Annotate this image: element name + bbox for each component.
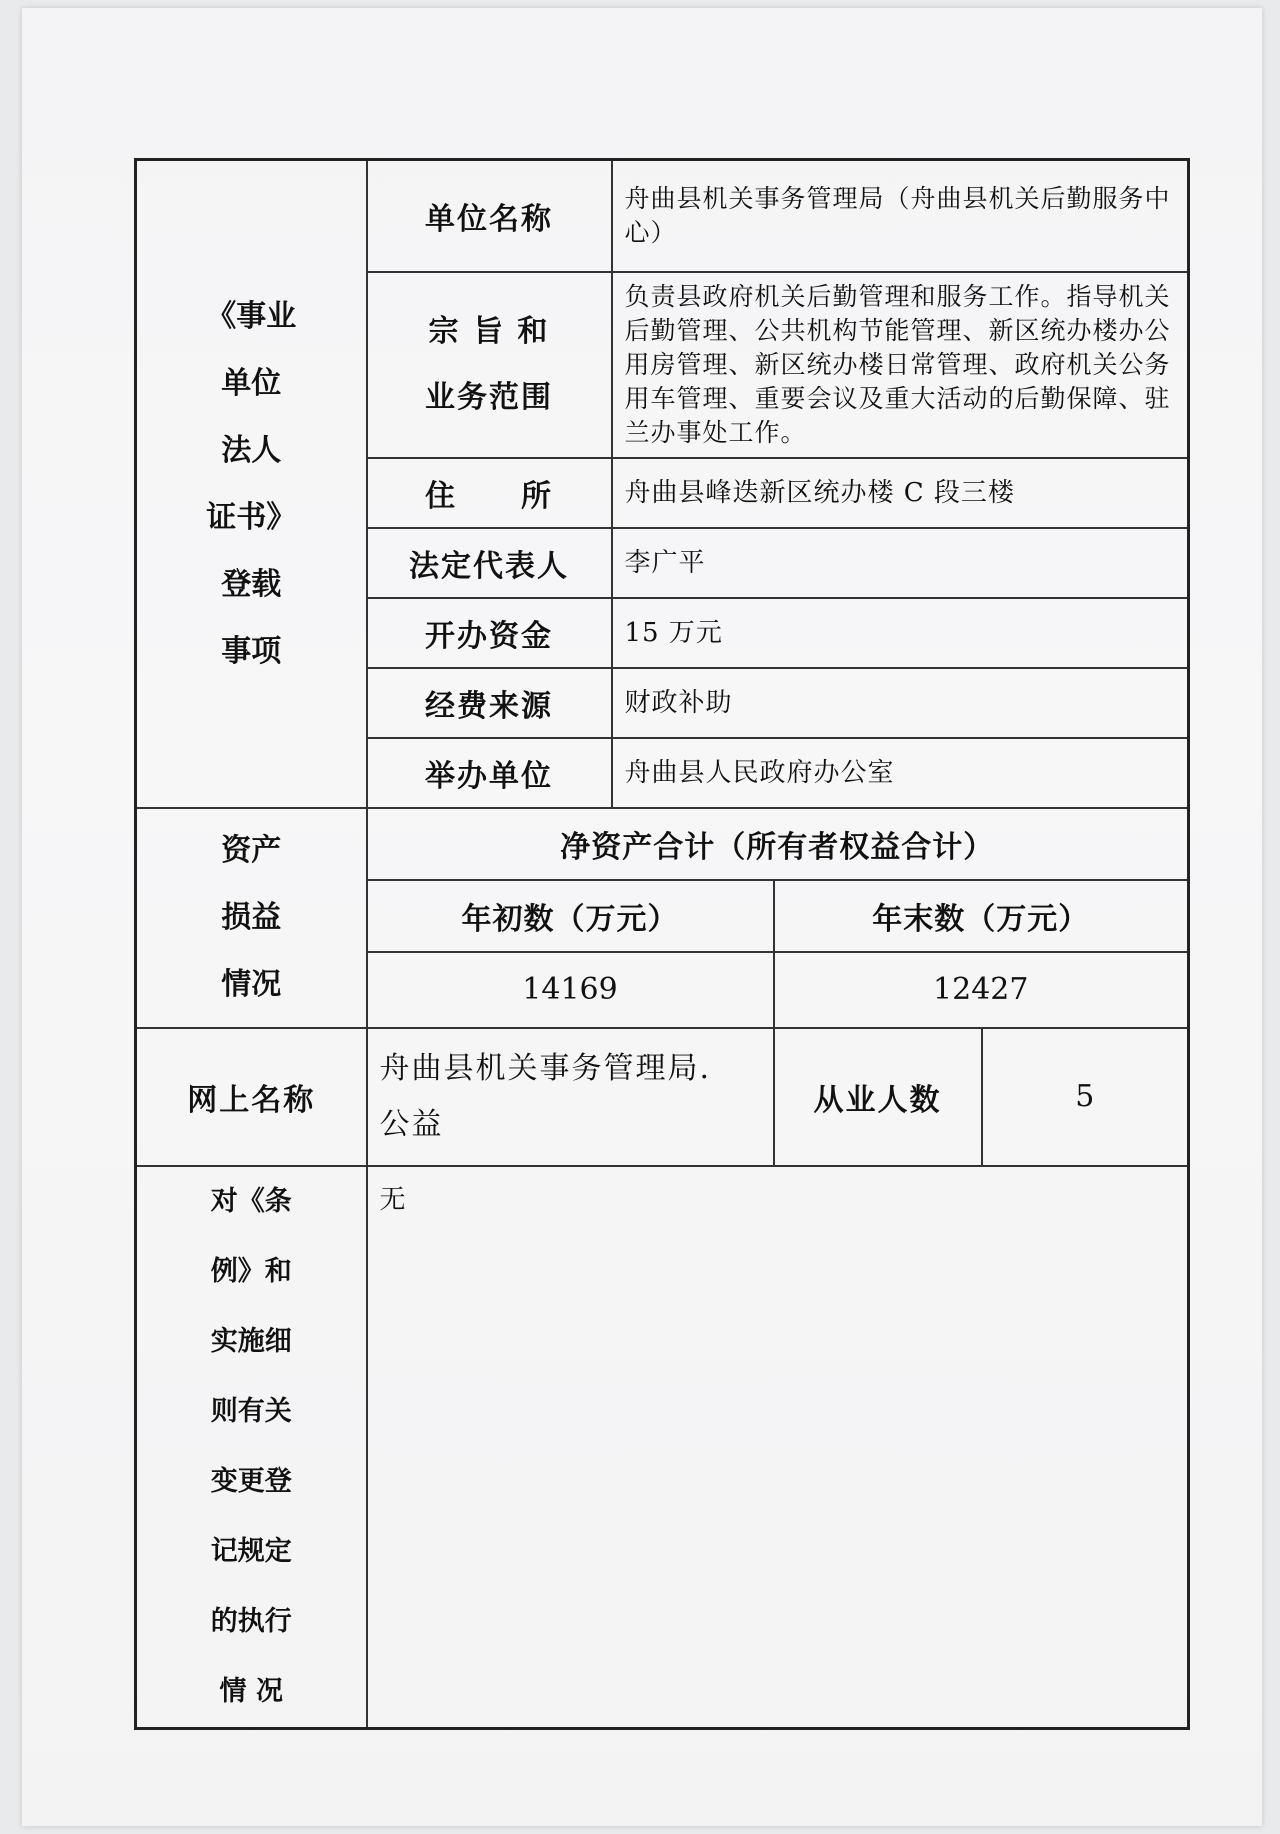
net-assets-header: 净资产合计（所有者权益合计）	[367, 808, 1189, 880]
category-certificate-items	[136, 160, 367, 808]
category-line: 对《条	[210, 1185, 292, 1217]
category-line: 记规定	[210, 1535, 292, 1567]
compliance-value: 无	[367, 1166, 1189, 1729]
end-year-value: 12427	[774, 952, 1189, 1028]
category-line: 事项	[221, 633, 282, 669]
begin-year-value: 14169	[367, 952, 774, 1028]
online-name-line: 公益	[379, 1106, 444, 1142]
document-page	[22, 8, 1262, 1826]
purpose-label	[367, 272, 612, 458]
row-unit-name	[136, 160, 1189, 272]
category-assets	[136, 808, 367, 1028]
category-compliance	[136, 1166, 367, 1729]
funding-label: 经费来源	[367, 668, 612, 738]
category-line: 则有关	[210, 1395, 292, 1427]
purpose-value: 负责县政府机关后勤管理和服务工作。指导机关后勤管理、公共机构节能管理、新区统办楼办公用房管理、新区统办楼日常管理、政府机关公务用车管理、重要会议及重大活动的后勤保障、驻兰办事处工作。	[612, 272, 1189, 458]
legal-rep-value: 李广平	[612, 528, 1189, 598]
begin-year-header: 年初数（万元）	[367, 880, 774, 952]
row-net-assets-header	[136, 808, 1189, 880]
online-name-label: 网上名称	[136, 1028, 367, 1166]
category-line: 资产	[221, 833, 282, 868]
category-line: 情 况	[219, 1675, 283, 1707]
category-line: 登载	[221, 566, 282, 602]
row-online-name	[136, 1028, 1189, 1166]
category-line: 的执行	[210, 1605, 292, 1637]
purpose-label-line: 业务范围	[425, 379, 553, 415]
category-line: 实施细	[210, 1325, 292, 1357]
employees-value: 5	[982, 1028, 1189, 1166]
category-line: 《事业	[206, 298, 297, 334]
category-line: 例》和	[210, 1255, 292, 1287]
end-year-header: 年末数（万元）	[774, 880, 1189, 952]
legal-rep-label: 法定代表人	[367, 528, 612, 598]
online-name-value	[367, 1028, 774, 1166]
sponsor-label: 举办单位	[367, 738, 612, 808]
address-label: 住 所	[367, 458, 612, 528]
category-line: 单位	[221, 365, 282, 401]
address-value: 舟曲县峰迭新区统办楼 C 段三楼	[612, 458, 1189, 528]
category-line: 损益	[221, 900, 282, 935]
row-compliance	[136, 1166, 1189, 1729]
unit-name-label: 单位名称	[367, 160, 612, 272]
online-name-line: 舟曲县机关事务管理局.	[379, 1050, 712, 1086]
category-line: 情况	[221, 967, 282, 1002]
funding-value: 财政补助	[612, 668, 1189, 738]
unit-name-value: 舟曲县机关事务管理局（舟曲县机关后勤服务中心）	[612, 160, 1189, 272]
category-line: 变更登	[210, 1465, 292, 1497]
capital-label: 开办资金	[367, 598, 612, 668]
category-line: 法人	[221, 432, 282, 468]
capital-value: 15 万元	[612, 598, 1189, 668]
category-line: 证书》	[206, 499, 297, 535]
employees-label: 从业人数	[774, 1028, 982, 1166]
registration-form-table	[134, 158, 1190, 1730]
purpose-label-line: 宗 旨 和	[428, 313, 550, 349]
sponsor-value: 舟曲县人民政府办公室	[612, 738, 1189, 808]
